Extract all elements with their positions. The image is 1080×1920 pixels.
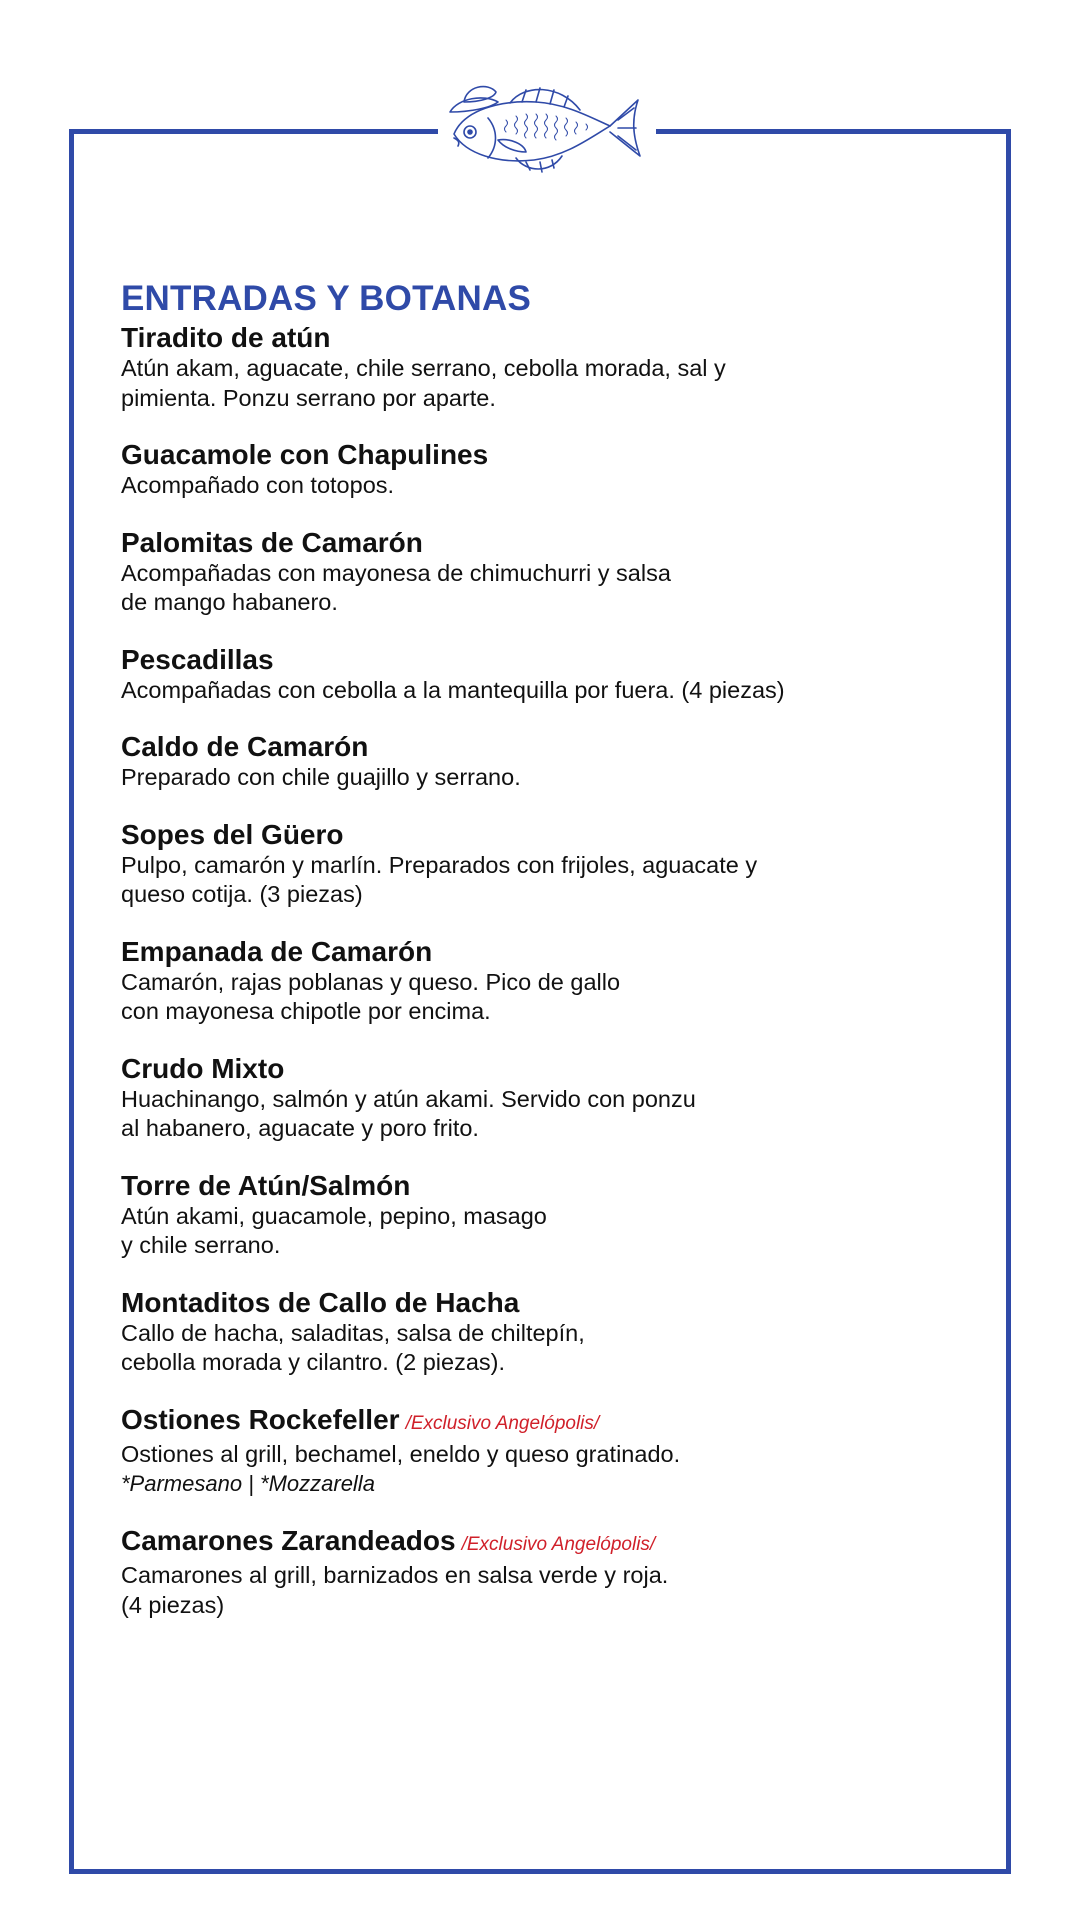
menu-item bbox=[121, 936, 981, 1027]
menu-item-description-line: (4 piezas) bbox=[121, 1591, 225, 1618]
menu-item bbox=[121, 1404, 981, 1500]
menu-item bbox=[121, 731, 981, 793]
menu-item-title-row bbox=[121, 322, 981, 354]
menu-item-description bbox=[121, 1561, 981, 1620]
menu-item-description bbox=[121, 968, 981, 1027]
menu-item-description bbox=[121, 1202, 981, 1261]
menu-item-name: Guacamole con Chapulines bbox=[121, 439, 489, 470]
menu-item-name: Pescadillas bbox=[121, 643, 274, 675]
menu-item-description bbox=[121, 851, 981, 910]
menu-item-description-line: y chile serrano. bbox=[121, 1232, 281, 1258]
menu-item-description bbox=[121, 676, 981, 706]
menu-item-name: Tiradito de atún bbox=[121, 322, 331, 353]
menu-item-description-line: Atún akam, aguacate, chile serrano, cebolla morada, sal y bbox=[121, 355, 726, 381]
menu-item-description-line: Acompañadas con mayonesa de chimuchurri y salsa bbox=[121, 559, 671, 586]
menu-item-name: Ostiones Rockefeller bbox=[121, 1403, 400, 1435]
menu-item-description bbox=[121, 1319, 981, 1378]
menu-item-title-row bbox=[121, 936, 981, 968]
menu-item-name: Crudo Mixto bbox=[121, 1052, 285, 1084]
menu-content bbox=[121, 278, 981, 1646]
menu-item-description bbox=[121, 1085, 981, 1144]
menu-item-name: Camarones Zarandeados bbox=[121, 1525, 456, 1556]
menu-item bbox=[121, 1170, 981, 1261]
menu-item-exclusive-tag: /Exclusivo Angelópolis/ bbox=[461, 1534, 656, 1555]
menu-item-description-line: Callo de hacha, saladitas, salsa de chiltepín, bbox=[121, 1319, 585, 1346]
menu-item-description-line: Camarones al grill, barnizados en salsa verde y roja. bbox=[121, 1562, 669, 1588]
menu-item-description-line: con mayonesa chipotle por encima. bbox=[121, 998, 491, 1024]
menu-item-title-row bbox=[121, 527, 981, 559]
menu-item-name: Montaditos de Callo de Hacha bbox=[121, 1286, 520, 1318]
menu-item-description-line: cebolla morada y cilantro. (2 piezas). bbox=[121, 1349, 506, 1375]
menu-item-description-line: Acompañado con totopos. bbox=[121, 472, 395, 498]
menu-item-description-line: Camarón, rajas poblanas y queso. Pico de gallo bbox=[121, 968, 621, 995]
menu-item bbox=[121, 322, 981, 413]
menu-item-exclusive-tag: /Exclusivo Angelópolis/ bbox=[405, 1412, 600, 1434]
menu-item-description bbox=[121, 354, 981, 413]
menu-item-description bbox=[121, 471, 981, 501]
menu-item-description-line: Pulpo, camarón y marlín. Preparados con frijoles, aguacate y bbox=[121, 851, 758, 878]
menu-item-title-row bbox=[121, 731, 981, 763]
menu-item bbox=[121, 439, 981, 501]
menu-item-name: Torre de Atún/Salmón bbox=[121, 1169, 411, 1201]
menu-item-title-row bbox=[121, 1287, 981, 1319]
menu-item-name: Caldo de Camarón bbox=[121, 731, 369, 762]
menu-item-title-row bbox=[121, 1170, 981, 1202]
menu-item-description-line: al habanero, aguacate y poro frito. bbox=[121, 1115, 479, 1141]
menu-items-list bbox=[121, 322, 981, 1620]
menu-item-description-line: queso cotija. (3 piezas) bbox=[121, 881, 363, 907]
menu-item-description-line: pimienta. Ponzu serrano por aparte. bbox=[121, 384, 496, 411]
menu-item-title-row bbox=[121, 644, 981, 676]
menu-item bbox=[121, 1053, 981, 1144]
menu-item-description-line: Preparado con chile guajillo y serrano. bbox=[121, 764, 521, 790]
menu-item-title-row bbox=[121, 819, 981, 851]
menu-item-title-row bbox=[121, 1525, 981, 1561]
menu-item-description-line: de mango habanero. bbox=[121, 589, 338, 615]
menu-item-description bbox=[121, 1440, 981, 1470]
menu-item-name: Palomitas de Camarón bbox=[121, 526, 423, 558]
menu-item bbox=[121, 527, 981, 618]
menu-item-cheese-options: *Parmesano | *Mozzarella bbox=[121, 1471, 375, 1496]
menu-item-name: Empanada de Camarón bbox=[121, 935, 433, 967]
menu-item-description bbox=[121, 559, 981, 618]
menu-item-title-row bbox=[121, 1053, 981, 1085]
menu-item bbox=[121, 819, 981, 910]
section-title: ENTRADAS Y BOTANAS bbox=[121, 279, 532, 318]
menu-item bbox=[121, 1525, 981, 1620]
menu-item-title-row bbox=[121, 439, 981, 471]
menu-item-name: Sopes del Güero bbox=[121, 818, 344, 850]
fish-with-hat-icon bbox=[440, 76, 652, 180]
menu-item-description-line: Ostiones al grill, bechamel, eneldo y queso gratinado. bbox=[121, 1440, 681, 1467]
menu-item-description-line: Atún akami, guacamole, pepino, masago bbox=[121, 1202, 547, 1229]
menu-item-description-line: Huachinango, salmón y atún akami. Servido con ponzu bbox=[121, 1085, 696, 1112]
menu-item-title-row bbox=[121, 1404, 981, 1440]
menu-item bbox=[121, 1287, 981, 1378]
menu-item-description-line: Acompañadas con cebolla a la mantequilla por fuera. (4 piezas) bbox=[121, 676, 785, 703]
menu-item bbox=[121, 644, 981, 706]
menu-item-description bbox=[121, 763, 981, 793]
